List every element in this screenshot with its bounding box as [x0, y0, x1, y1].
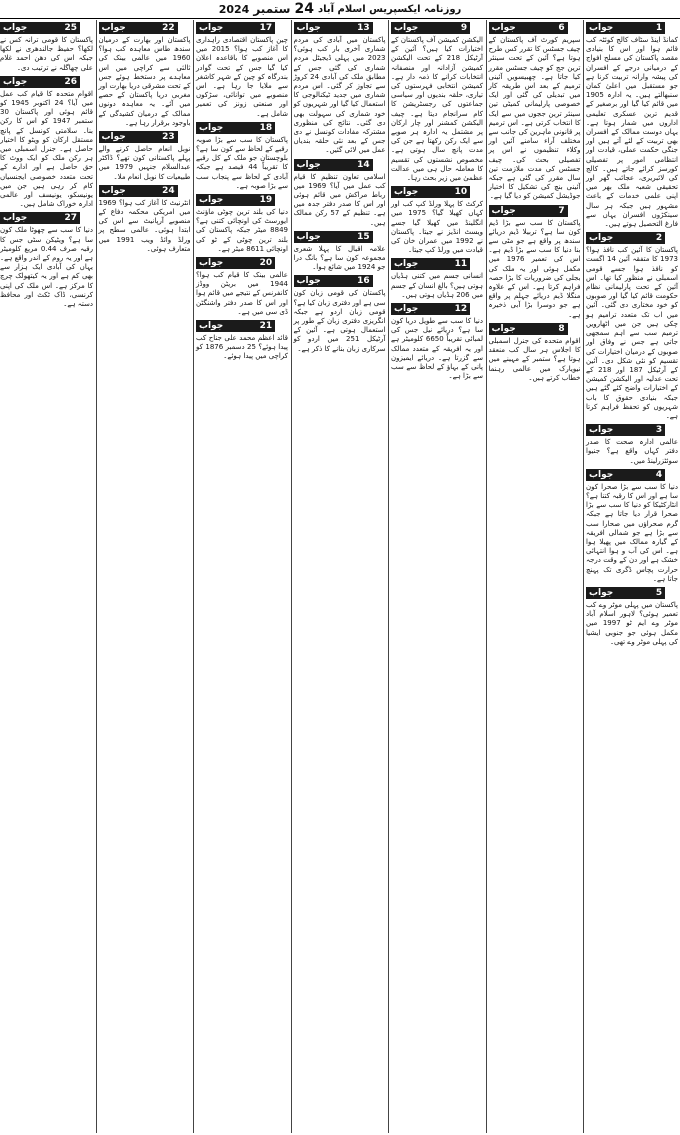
answer-badge — [99, 22, 178, 34]
qa-item — [294, 22, 386, 156]
question-number: 17 — [259, 23, 273, 33]
qa-text: الیکشن کمیشن آف پاکستان کے اختیارات کیا ہیں؟ آئین کے آرٹیکل 218 کے تحت الیکشن کمیشن آزادانہ اور منصفانہ انتخابات کرانے کا ذمہ دار ہے۔ کمیشن انتخابی فہرستوں کی تیاری، حلقہ بندیوں اور سیاسی جماعتوں کی رجسٹریشن کا کام سرانجام دیتا ہے۔ چیف الیکشن کمشنر اور چار ارکان پر مشتمل یہ ادارہ ہر صوبے سے ایک رکن رکھتا ہے جن کی مدت پانچ سال ہوتی ہے۔ مخصوص نشستوں کی تقسیم کا معاملہ حال ہی میں عدالت عظمیٰ میں زیر بحث رہا۔ — [391, 36, 483, 183]
qa-item — [196, 257, 288, 317]
answer-badge-row — [586, 232, 678, 244]
answer-label: جواب — [491, 23, 516, 33]
question-number: 15 — [357, 231, 370, 242]
answer-badge — [489, 22, 568, 34]
answer-badge-row — [391, 22, 483, 34]
qa-text: پاکستان کا سب سے بڑا ڈیم کون سا ہے؟ تربیلا ڈیم دریائے سندھ پر واقع ہے جو مٹی سے بنا دنیا کا سب سے بڑا ڈیم ہے۔ اس کی تعمیر 1976 میں مکمل ہوئی اور یہ ملک کی بجلی کی ضروریات کا بڑا حصہ فراہم کرتا ہے۔ اس کے علاوہ منگلا ڈیم دریائے جہلم پر واقع ہے جو دوسرا بڑا آبی ذخیرہ ہے۔ — [488, 218, 581, 319]
qa-item — [0, 22, 93, 73]
news-column — [388, 20, 485, 1133]
paper-name: روزنامہ ایکسپریس اسلام آباد — [317, 3, 462, 15]
answer-badge-row — [294, 159, 386, 171]
answer-badge — [586, 587, 665, 599]
question-number: 2 — [655, 233, 663, 244]
answer-label: جواب — [394, 304, 419, 315]
question-number: 23 — [162, 132, 175, 143]
qa-text: پاکستان کا آئین کب نافذ ہوا؟ 1973 کا متفقہ آئین 14 اگست کو نافذ ہوا جسے قومی اسمبلی نے منظور کیا تھا۔ اس آئین کے تحت پارلیمانی نظام حکومت قائم کیا گیا اور صوبوں کو خود مختاری دی گئی۔ آئین میں اب تک متعدد ترامیم ہو چکی ہیں جن میں اٹھارویں ترمیم سب سے اہم سمجھی جاتی ہے جس نے وفاق اور صوبوں کے درمیان اختیارات کی تقسیم کو نئی شکل دی۔ آئین کے آرٹیکل 187 اور 218 کے تحت عدلیہ اور الیکشن کمیشن کے اختیارات واضح کئے گئے ہیں جبکہ بنیادی حقوق کا باب شہریوں کو تحفظ فراہم کرتا ہے۔ — [586, 246, 678, 420]
qa-item — [391, 22, 483, 183]
qa-item — [294, 159, 386, 228]
answer-badge — [99, 131, 178, 143]
question-number: 7 — [558, 205, 565, 216]
qa-item — [391, 186, 483, 255]
answer-badge-row — [99, 22, 191, 34]
news-column — [0, 20, 95, 1133]
answer-badge — [0, 22, 80, 34]
qa-text: عالمی ادارہ صحت کا صدر دفتر کہاں واقع ہے؟ جنیوا سوئٹزرلینڈ میں۔ — [586, 438, 678, 465]
qa-text: انٹرنیٹ کا آغاز کب ہوا؟ 1969 میں امریکی محکمہ دفاع کے منصوبے آرپانیٹ سے اس کی ابتدا ہوئی۔ عالمی سطح پر ورلڈ وائڈ ویب 1991 میں متعارف ہوئی۔ — [98, 198, 191, 253]
masthead-month: ستمبر — [253, 2, 291, 16]
answer-label: جواب — [296, 23, 321, 33]
answer-badge-row — [0, 212, 93, 224]
qa-item — [391, 258, 483, 300]
qa-item — [99, 22, 191, 128]
qa-item — [294, 231, 386, 273]
question-number: 3 — [655, 425, 663, 436]
answer-badge-row — [0, 22, 93, 34]
question-number: 19 — [259, 195, 273, 206]
answer-badge — [391, 22, 470, 34]
answer-badge — [586, 232, 665, 244]
answer-badge — [196, 257, 275, 269]
qa-item — [196, 22, 288, 119]
answer-label: جواب — [589, 587, 614, 598]
question-number: 27 — [64, 213, 77, 224]
qa-item — [99, 185, 191, 254]
qa-text: کمانڈ اینڈ سٹاف کالج کوئٹہ کب قائم ہوا اور اس کا بنیادی مقصد پاکستان کی مسلح افواج کے درمیانی درجے کے افسران کی پیشہ وارانہ تربیت کرنا ہے جو مستقبل میں اعلیٰ کمان سنبھالتے ہیں۔ یہ ادارہ 1905 میں قائم کیا گیا اور برصغیر کے قدیم ترین عسکری تعلیمی اداروں میں شمار ہوتا ہے۔ یہاں دوست ممالک کے افسران بھی تربیت کے لئے آتے ہیں اور جنگی حکمت عملی، قیادت اور انتظامی امور پر تفصیلی کورسز کرائے جاتے ہیں۔ کالج کی لائبریری، عجائب گھر اور تحقیقی شعبہ ملک بھر میں اپنی علمی خدمات کے باعث مشہور ہیں جبکہ ہر سال سینکڑوں افسران یہاں سے فارغ التحصیل ہوتے ہیں۔ — [586, 36, 678, 229]
answer-badge-row — [294, 275, 386, 287]
answer-badge-row — [489, 323, 581, 335]
answer-badge-row — [489, 22, 581, 34]
qa-text: پاکستان کی قومی زبان کون سی ہے اور دفتری زبان کیا ہے؟ قومی زبان اردو ہے جبکہ انگریزی دفتری زبان کے طور پر استعمال ہوتی ہے۔ آئین کے آرٹیکل 251 میں اردو کو سرکاری زبان بنانے کا ذکر ہے۔ — [293, 289, 386, 353]
answer-badge — [489, 205, 568, 217]
answer-badge — [294, 22, 373, 34]
question-number: 11 — [454, 259, 468, 270]
qa-item — [391, 303, 483, 381]
answer-badge — [391, 303, 470, 315]
question-number: 12 — [454, 304, 468, 315]
answer-label: جواب — [491, 205, 516, 216]
answer-badge-row — [391, 258, 483, 270]
answer-label: جواب — [589, 233, 614, 244]
answer-badge-row — [196, 320, 288, 332]
answer-badge-row — [586, 469, 678, 481]
qa-text: علامہ اقبال کا پہلا شعری مجموعہ کون سا ہے؟ بانگ درا جو 1924 میں شائع ہوا۔ — [293, 244, 386, 272]
qa-item — [586, 232, 678, 421]
answer-badge-row — [586, 22, 678, 34]
qa-text: قائد اعظم محمد علی جناح کب پیدا ہوئے؟ 25 دسمبر 1876 کو کراچی میں پیدا ہوئے۔ — [196, 334, 288, 361]
qa-item — [294, 275, 386, 353]
qa-text: پاکستان میں آبادی کی مردم شماری آخری بار کب ہوئی؟ 2023 میں پہلی ڈیجیٹل مردم شماری کی گئی جس کے مطابق ملک کی آبادی 24 کروڑ سے تجاوز کر گئی۔ اس مردم شماری میں جدید ٹیکنالوجی کا استعمال کیا گیا اور شہریوں کو خود شماری کی سہولت بھی دی گئی۔ نتائج کی منظوری مشترکہ مفادات کونسل نے دی جس کے بعد نئی حلقہ بندیاں عمل میں لائی گئیں۔ — [293, 36, 386, 155]
answer-badge-row — [99, 131, 191, 143]
qa-text: انسانی جسم میں کتنی ہڈیاں ہوتی ہیں؟ بالغ انسان کے جسم میں 206 ہڈیاں ہوتی ہیں۔ — [391, 272, 483, 299]
answer-label: جواب — [589, 23, 614, 33]
answer-label: جواب — [3, 76, 28, 87]
qa-item — [586, 22, 678, 229]
qa-item — [99, 131, 191, 182]
answer-badge-row — [586, 424, 678, 436]
answer-label: جواب — [296, 276, 321, 287]
qa-text: کرکٹ کا پہلا ورلڈ کپ کب اور کہاں کھیلا گیا؟ 1975 میں انگلینڈ میں کھیلا گیا جسے ویسٹ انڈیز نے جیتا۔ پاکستان نے 1992 میں عمران خان کی قیادت میں ورلڈ کپ جیتا۔ — [391, 200, 484, 255]
question-number: 20 — [259, 258, 273, 269]
answer-label: جواب — [296, 231, 321, 242]
qa-text: دنیا کا سب سے طویل دریا کون سا ہے؟ دریائے نیل جس کی لمبائی تقریباً 6650 کلومیٹر ہے اور یہ افریقہ کے متعدد ممالک سے گزرتا ہے۔ دریائے ایمیزون پانی کے بہاؤ کے لحاظ سے سب سے بڑا ہے۔ — [391, 317, 483, 381]
question-number: 22 — [162, 23, 175, 33]
qa-item — [489, 205, 581, 320]
question-number: 1 — [655, 23, 663, 33]
qa-item — [586, 469, 678, 584]
qa-item — [489, 323, 581, 383]
answer-label: جواب — [101, 23, 126, 33]
answer-badge — [391, 186, 470, 198]
qa-item — [0, 76, 93, 210]
qa-text: پاکستان اور بھارت کے درمیان سندھ طاس معاہدہ کب ہوا؟ 1960 میں عالمی بینک کی ثالثی سے کراچی میں اس معاہدے پر دستخط ہوئے جس کے تحت مشرقی دریا بھارت اور مغربی دریا پاکستان کے حصے میں آئے۔ یہ معاہدہ دونوں ممالک کے درمیان کشیدگی کے باوجود برقرار رہا ہے۔ — [98, 36, 191, 127]
answer-badge — [196, 194, 275, 206]
qa-text: پاکستان کا قومی ترانہ کس نے لکھا؟ حفیظ جالندھری نے لکھا جبکہ اس کی دھن احمد غلام علی چھاگلہ نے ترتیب دی۔ — [0, 36, 93, 72]
answer-badge-row — [0, 76, 93, 88]
answer-label: جواب — [199, 195, 224, 206]
answer-badge — [586, 469, 665, 481]
answer-label: جواب — [589, 469, 614, 480]
answer-badge — [196, 320, 275, 332]
answer-badge-row — [196, 257, 288, 269]
qa-item — [586, 587, 678, 647]
question-number: 9 — [460, 23, 468, 33]
answer-label: جواب — [491, 323, 516, 334]
answer-badge — [294, 275, 373, 287]
answer-label: جواب — [394, 259, 419, 270]
question-number: 14 — [357, 159, 370, 170]
answer-badge — [586, 22, 665, 34]
qa-item — [586, 424, 678, 466]
answer-badge-row — [586, 587, 678, 599]
answer-label: جواب — [199, 321, 224, 332]
question-number: 6 — [558, 23, 565, 33]
answer-badge-row — [196, 194, 288, 206]
qa-text: اقوام متحدہ کا قیام کب عمل میں آیا؟ 24 اکتوبر 1945 کو قائم ہوئی اور پاکستان 30 ستمبر 1947 کو اس کا رکن بنا۔ سلامتی کونسل کے پانچ مستقل ارکان کو ویٹو کا اختیار حاصل ہے۔ جنرل اسمبلی میں ہر رکن ملک کو ایک ووٹ کا حق حاصل ہے اور ادارے کے تحت متعدد خصوصی ایجنسیاں کام کر رہی ہیں جن میں یونیسکو، یونیسف اور عالمی ادارہ خوراک شامل ہیں۔ — [0, 89, 93, 209]
qa-text: دنیا کی بلند ترین چوٹی ماؤنٹ ایورسٹ کی اونچائی کتنی ہے؟ 8849 میٹر جبکہ پاکستان کی بلند ترین چوٹی کے ٹو کی اونچائی 8611 میٹر ہے۔ — [196, 208, 288, 253]
answer-badge — [391, 258, 470, 270]
answer-badge — [196, 22, 275, 34]
qa-text: چین پاکستان اقتصادی راہداری کا آغاز کب ہوا؟ 2015 میں اس منصوبے کا باقاعدہ اعلان کیا گیا جس کے تحت گوادر بندرگاہ کو چین کے شہر کاشغر سے ملایا جا رہا ہے۔ اس منصوبے میں توانائی، سڑکوں اور صنعتی زونز کی تعمیر شامل ہے۔ — [196, 36, 288, 118]
answer-badge — [294, 231, 373, 243]
news-column — [193, 20, 290, 1133]
qa-text: دنیا کا سب سے بڑا صحرا کون سا ہے اور اس کا رقبہ کتنا ہے؟ انٹارکٹیکا کو دنیا کا سب سے بڑا صحرا قرار دیا جاتا ہے جبکہ گرم صحراؤں میں صحارا سب سے بڑا ہے جو شمالی افریقہ کے گیارہ ممالک میں پھیلا ہوا ہے۔ اس کی آب و ہوا انتہائی خشک ہے اور دن کے وقت درجہ حرارت پچاس ڈگری تک پہنچ جاتا ہے۔ — [586, 482, 678, 583]
news-column — [583, 20, 680, 1133]
question-number: 25 — [64, 23, 77, 33]
answer-badge — [586, 424, 665, 436]
news-column — [486, 20, 583, 1133]
answer-badge-row — [294, 231, 386, 243]
question-number: 24 — [162, 185, 175, 196]
masthead — [0, 0, 680, 19]
qa-text: اسلامی تعاون تنظیم کا قیام کب عمل میں آیا؟ 1969 میں رباط مراکش میں قائم ہوئی اور اس کا صدر دفتر جدہ میں ہے۔ تنظیم کے 57 رکن ممالک ہیں۔ — [293, 172, 386, 227]
answer-label: جواب — [394, 23, 419, 33]
answer-badge-row — [99, 185, 191, 197]
answer-badge — [196, 122, 275, 134]
answer-label: جواب — [589, 425, 614, 436]
question-number: 4 — [655, 469, 663, 480]
news-column — [291, 20, 388, 1133]
answer-badge — [489, 323, 568, 335]
answer-badge-row — [391, 186, 483, 198]
answer-label: جواب — [101, 132, 126, 143]
question-number: 5 — [655, 587, 663, 598]
qa-text: پاکستان میں پہلی موٹر وے کب تعمیر ہوئی؟ لاہور اسلام آباد موٹر وے ایم ٹو 1997 میں مکمل ہوئی جو جنوبی ایشیا کی پہلی موٹر وے تھی۔ — [586, 600, 678, 646]
masthead-year: 2024 — [218, 2, 250, 16]
qa-item — [196, 320, 288, 362]
answer-badge — [0, 76, 80, 88]
masthead-day: 24 — [294, 1, 314, 17]
answer-badge — [99, 185, 178, 197]
qa-text: نوبل انعام حاصل کرنے والے پہلے پاکستانی کون تھے؟ ڈاکٹر عبدالسلام جنہیں 1979 میں طبیعیات کا نوبل انعام ملا۔ — [98, 145, 191, 181]
qa-text: پاکستان کا سب سے بڑا صوبہ رقبے کے لحاظ سے کون سا ہے؟ بلوچستان جو ملک کے کل رقبے کا تقریباً 44 فیصد ہے جبکہ آبادی کے لحاظ سے پنجاب سب سے بڑا صوبہ ہے۔ — [196, 135, 288, 190]
qa-item — [196, 194, 288, 254]
answer-label: جواب — [101, 185, 126, 196]
answer-label: جواب — [394, 187, 419, 198]
qa-text: دنیا کا سب سے چھوٹا ملک کون سا ہے؟ ویٹیکن سٹی جس کا رقبہ صرف 0.44 مربع کلومیٹر ہے اور یہ روم کے اندر واقع ہے۔ یہاں کی آبادی ایک ہزار سے بھی کم ہے اور یہ کیتھولک چرچ کا مرکز ہے۔ اس ملک کی اپنی کرنسی، ڈاک ٹکٹ اور محافظ دستہ ہے۔ — [0, 226, 94, 309]
answer-badge-row — [489, 205, 581, 217]
qa-item — [0, 212, 93, 309]
qa-item — [196, 122, 288, 191]
question-number: 18 — [259, 122, 273, 133]
answer-badge — [294, 159, 373, 171]
answer-badge — [0, 212, 80, 224]
answer-label: جواب — [199, 23, 224, 33]
question-number: 10 — [454, 187, 468, 198]
answer-badge-row — [391, 303, 483, 315]
question-number: 16 — [357, 276, 370, 287]
answer-label: جواب — [199, 122, 224, 133]
qa-text: اقوام متحدہ کی جنرل اسمبلی کا اجلاس ہر سال کب منعقد ہوتا ہے؟ ستمبر کے مہینے میں نیویارک میں عالمی رہنما خطاب کرتے ہیں۔ — [488, 336, 581, 382]
answer-label: جواب — [199, 258, 224, 269]
news-column — [96, 20, 193, 1133]
answer-badge-row — [294, 22, 386, 34]
answer-label: جواب — [296, 159, 321, 170]
answer-label: جواب — [3, 213, 28, 224]
answer-badge-row — [196, 22, 288, 34]
question-number: 8 — [558, 323, 565, 334]
qa-text: عالمی بینک کا قیام کب ہوا؟ 1944 میں بریٹن ووڈز کانفرنس کے نتیجے میں قائم ہوا اور اس کا صدر دفتر واشنگٹن ڈی سی میں ہے۔ — [196, 271, 288, 316]
qa-text: سپریم کورٹ آف پاکستان کے چیف جسٹس کا تقرر کس طرح ہوتا ہے؟ آئین کے تحت سینئر ترین جج کو چیف جسٹس مقرر کیا جاتا ہے۔ چھبیسویں آئینی ترمیم کے بعد اس طریقہ کار میں تبدیلی کی گئی اور ایک خصوصی پارلیمانی کمیٹی تین سینئر ترین ججوں میں سے ایک کا انتخاب کرتی ہے۔ اس ترمیم پر قانونی ماہرین کی جانب سے مختلف آراء سامنے آئیں اور وکلاء تنظیموں نے اس پر تفصیلی بحث کی۔ چیف جسٹس کی مدت ملازمت تین سال مقرر کی گئی ہے جبکہ آئینی بنچ کی تشکیل کا اختیار جوڈیشل کمیشن کو دیا گیا ہے۔ — [488, 36, 581, 201]
answer-label: جواب — [3, 23, 28, 33]
answer-badge-row — [196, 122, 288, 134]
qa-item — [489, 22, 581, 202]
question-number: 13 — [357, 23, 370, 33]
question-number: 21 — [259, 321, 273, 332]
question-number: 26 — [64, 76, 77, 87]
